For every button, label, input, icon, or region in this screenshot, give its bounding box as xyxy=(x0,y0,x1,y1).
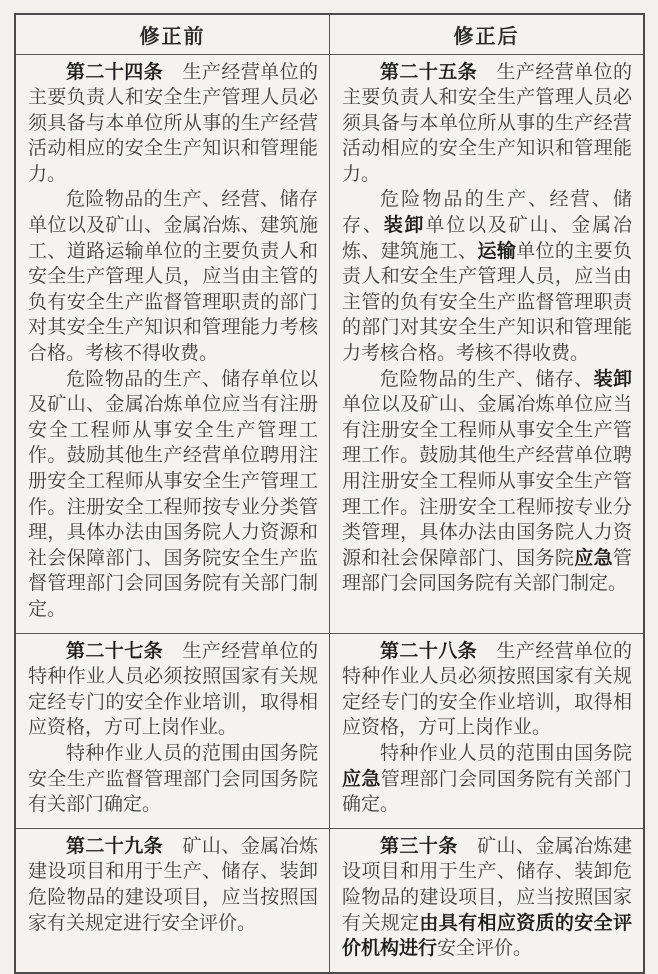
body-text: 危险物品的生产、储存、 xyxy=(380,368,594,390)
amended-text: 第二十五条 xyxy=(380,61,478,83)
article-paragraph xyxy=(342,741,632,818)
body-text: 安全评价。 xyxy=(437,938,533,960)
body-text: 生产经营单位的主要负责人和安全生产管理人员必须具备与本单位所从事的生产经营活动相应的安全生产知识和管理能力。 xyxy=(342,61,632,185)
article-paragraph xyxy=(28,639,318,741)
amended-text: 运输 xyxy=(477,240,517,262)
body-text: 单位的主要负责人和安全生产管理人员，应当由主管的负有安全生产监督管理职责的部门对其安全生产知识和管理能力考核合格。考核不得收费。 xyxy=(342,240,632,365)
article-paragraph xyxy=(28,187,318,366)
amended-text: 第二十四条 xyxy=(66,61,164,83)
amended-text: 由具有相应资质的安全评价机构进行 xyxy=(342,912,632,960)
header-before: 修正前 xyxy=(15,14,330,54)
article-paragraph xyxy=(342,187,632,366)
table-row xyxy=(15,828,644,972)
amended-text: 应急 xyxy=(342,768,381,790)
header-after: 修正后 xyxy=(330,14,645,54)
body-text: 危险物品的生产、经营、储存单位以及矿山、金属冶炼、建筑施工、道路运输单位的主要负责人和安全生产管理人员，应当由主管的负有安全生产监督管理职责的部门对其安全生产知识和管理能力考核合格。考核不得收费。 xyxy=(28,189,318,365)
article-paragraph xyxy=(28,367,318,623)
article-paragraph xyxy=(342,60,632,188)
body-text: 生产经营单位的主要负责人和安全生产管理人员必须具备与本单位所从事的生产经营活动相应的安全生产知识和管理能力。 xyxy=(28,61,318,185)
article-cell-after xyxy=(330,633,645,828)
header-row xyxy=(15,14,644,54)
comparison-table-body xyxy=(15,54,644,973)
article-paragraph xyxy=(342,367,632,597)
article-cell-before xyxy=(15,54,330,633)
article-cell-after xyxy=(330,828,645,972)
article-cell-before xyxy=(15,633,330,828)
body-text: 管理部门会同国务院有关部门制定。 xyxy=(342,547,632,595)
table-header xyxy=(15,14,644,54)
amended-text: 第二十七条 xyxy=(66,640,164,662)
article-paragraph xyxy=(28,834,318,936)
amended-text: 应急 xyxy=(574,547,613,569)
table-row xyxy=(15,54,644,633)
body-text: 生产经营单位的特种作业人员必须按照国家有关规定经专门的安全作业培训，取得相应资格，方可上岗作业。 xyxy=(342,640,632,739)
amended-text: 装卸 xyxy=(593,368,632,390)
article-paragraph xyxy=(342,834,632,962)
article-cell-before xyxy=(15,828,330,972)
amended-text: 第二十九条 xyxy=(66,835,164,857)
body-text: 管理部门会同国务院有关部门确定。 xyxy=(342,768,632,816)
article-paragraph xyxy=(342,639,632,741)
table-row xyxy=(15,633,644,828)
body-text: 矿山、金属冶炼建设项目和用于生产、储存、装卸危险物品的建设项目，应当按照国家有关规定 xyxy=(342,835,632,934)
body-text: 特种作业人员的范围由国务院安全生产监督管理部门会同国务院有关部门确定。 xyxy=(28,742,318,816)
body-text: 危险物品的生产、经营、储存、 xyxy=(342,189,632,237)
body-text: 特种作业人员的范围由国务院 xyxy=(380,742,632,764)
body-text: 危险物品的生产、储存单位以及矿山、金属冶炼单位应当有注册安全工程师从事安全生产管理工作。鼓励其他生产经营单位聘用注册安全工程师从事安全生产管理工作。注册安全工程师按专业分类管理，具体办法由国务院人力资源和社会保障部门、国务院安全生产监督管理部门会同国务院有关部门制定。 xyxy=(28,368,318,620)
body-text: 生产经营单位的特种作业人员必须按照国家有关规定经专门的安全作业培训，取得相应资格，方可上岗作业。 xyxy=(28,640,318,739)
amended-text: 第三十条 xyxy=(380,835,458,857)
amended-text: 第二十八条 xyxy=(380,640,478,662)
body-text: 单位以及矿山、金属冶炼单位应当有注册安全工程师从事安全生产管理工作。鼓励其他生产经营单位聘用注册安全工程师从事安全生产管理工作。注册安全工程师按专业分类管理，具体办法由国务院人力资源和社会保障部门、国务院 xyxy=(342,394,632,569)
article-paragraph xyxy=(28,741,318,818)
body-text: 矿山、金属冶炼建设项目和用于生产、储存、装卸危险物品的建设项目，应当按照国家有关规定进行安全评价。 xyxy=(28,835,318,934)
body-text: 单位以及矿山、金属冶炼、建筑施工、 xyxy=(342,215,632,262)
comparison-table xyxy=(14,13,645,974)
amended-text: 装卸 xyxy=(383,215,426,237)
article-cell-after xyxy=(330,54,645,633)
article-paragraph xyxy=(28,60,318,188)
